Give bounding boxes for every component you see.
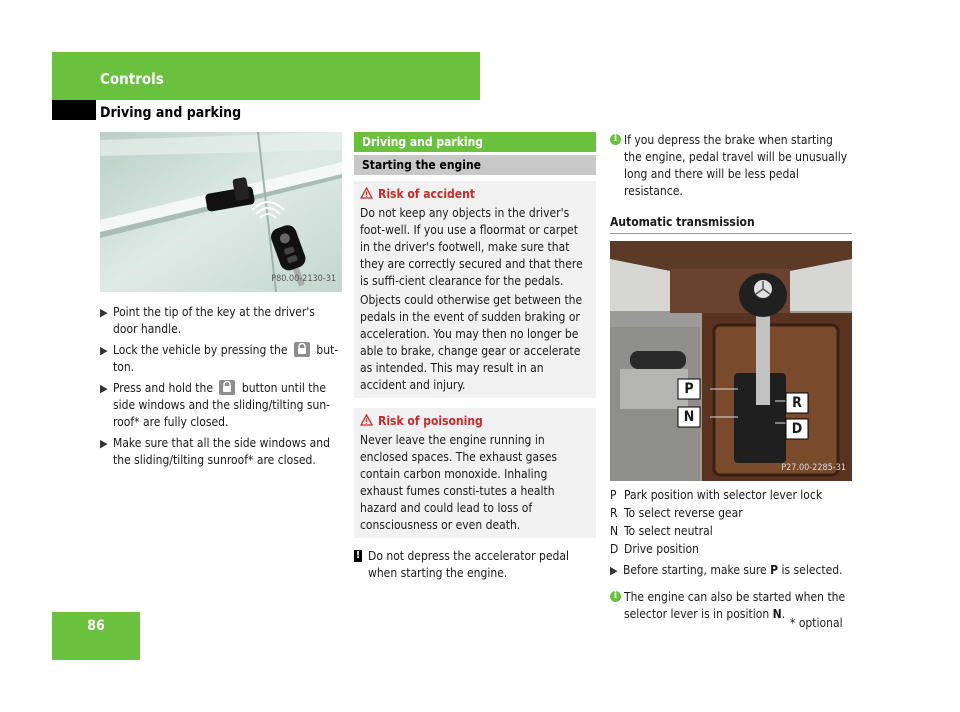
- gear-label-p: P: [684, 381, 694, 397]
- lock-icon: [219, 380, 235, 395]
- legend-item: R To select reverse gear: [610, 506, 743, 520]
- warning-text: Do not keep any objects in the driver's foot-well. If you use a floormat or carpet in the driver's footwell, make sure that they are correctly secured and that there is suffi-cient clearance for the pedals.: [360, 206, 583, 288]
- gear-label-d: D: [791, 421, 803, 437]
- section-bar: Driving and parking: [354, 132, 596, 152]
- warning-box-poisoning: [354, 408, 596, 538]
- info-note: i If you depress the brake when starting the engine, pedal travel will be unusually long and there will be less pedal resistance.: [610, 132, 852, 200]
- gear-label-n: N: [683, 409, 695, 425]
- info-note: i The engine can also be started when the selector lever is in position N.: [610, 589, 852, 623]
- key-door-illustration: [100, 132, 342, 292]
- gear-legend: [610, 487, 852, 558]
- warning-icon: [360, 414, 373, 431]
- header-marker: [52, 100, 96, 120]
- heading-automatic-transmission: Automatic transmission: [610, 214, 852, 234]
- warning-box-accident: [354, 181, 596, 398]
- warning-title: Risk of poisoning: [360, 413, 590, 430]
- arrow-icon: ▶: [610, 564, 618, 577]
- figure-code: P27.00-2285-31: [781, 463, 846, 473]
- info-icon: i: [610, 591, 621, 602]
- instruction-item: ▶ Lock the vehicle by pressing the but-ton.: [100, 343, 339, 374]
- legend-item: P Park position with selector lever lock: [610, 488, 823, 502]
- column-2: [354, 132, 596, 582]
- subsection-title: Driving and parking: [100, 105, 242, 121]
- gear-label-r: R: [792, 395, 802, 411]
- info-icon: i: [610, 134, 621, 145]
- footnote: * optional: [790, 616, 843, 630]
- warning-text: Never leave the engine running in enclosed spaces. The exhaust gases contain carbon monoxide. Inhaling exhaust fumes consti-tutes a health hazard and could lead to loss of consciousness or even death.: [360, 433, 558, 532]
- figure-code: P80.00-2130-31: [271, 274, 336, 284]
- legend-item: D Drive position: [610, 542, 699, 556]
- key-door-figure: [100, 132, 342, 292]
- column-1: [100, 132, 342, 469]
- arrow-icon: ▶: [100, 344, 108, 357]
- gear-selector-illustration: [610, 241, 852, 481]
- arrow-icon: ▶: [100, 306, 108, 319]
- warning-icon: [360, 187, 373, 204]
- gear-selector-figure: [610, 241, 852, 481]
- page-number: 86: [87, 618, 105, 634]
- instruction-item: ▶ Before starting, make sure P is selected.: [610, 563, 843, 577]
- instruction-item: ▶ Press and hold the button until the side windows and the sliding/tilting sun-roof* are fully closed.: [100, 381, 331, 429]
- section-title: Controls: [100, 70, 164, 88]
- arrow-icon: ▶: [100, 382, 108, 395]
- warning-title: Risk of accident: [360, 186, 590, 203]
- legend-item: N To select neutral: [610, 524, 713, 538]
- arrow-icon: ▶: [100, 437, 108, 450]
- exclamation-icon: !: [355, 550, 361, 561]
- warning-text: Objects could otherwise get between the pedals in the event of sudden braking or acceleration. You may then no longer be able to brake, change gear or accelerate as intended. This may result in an accident and injury.: [360, 293, 583, 392]
- subsection-bar: Starting the engine: [354, 155, 596, 175]
- instruction-item: ▶ Point the tip of the key at the driver's door handle.: [100, 305, 315, 336]
- lock-icon: [294, 342, 310, 357]
- instruction-item: ▶ Make sure that all the side windows and the sliding/tilting sunroof* are closed.: [100, 436, 330, 467]
- caution-note: ! Do not depress the accelerator pedal when starting the engine.: [355, 549, 569, 580]
- column-3: [610, 132, 852, 623]
